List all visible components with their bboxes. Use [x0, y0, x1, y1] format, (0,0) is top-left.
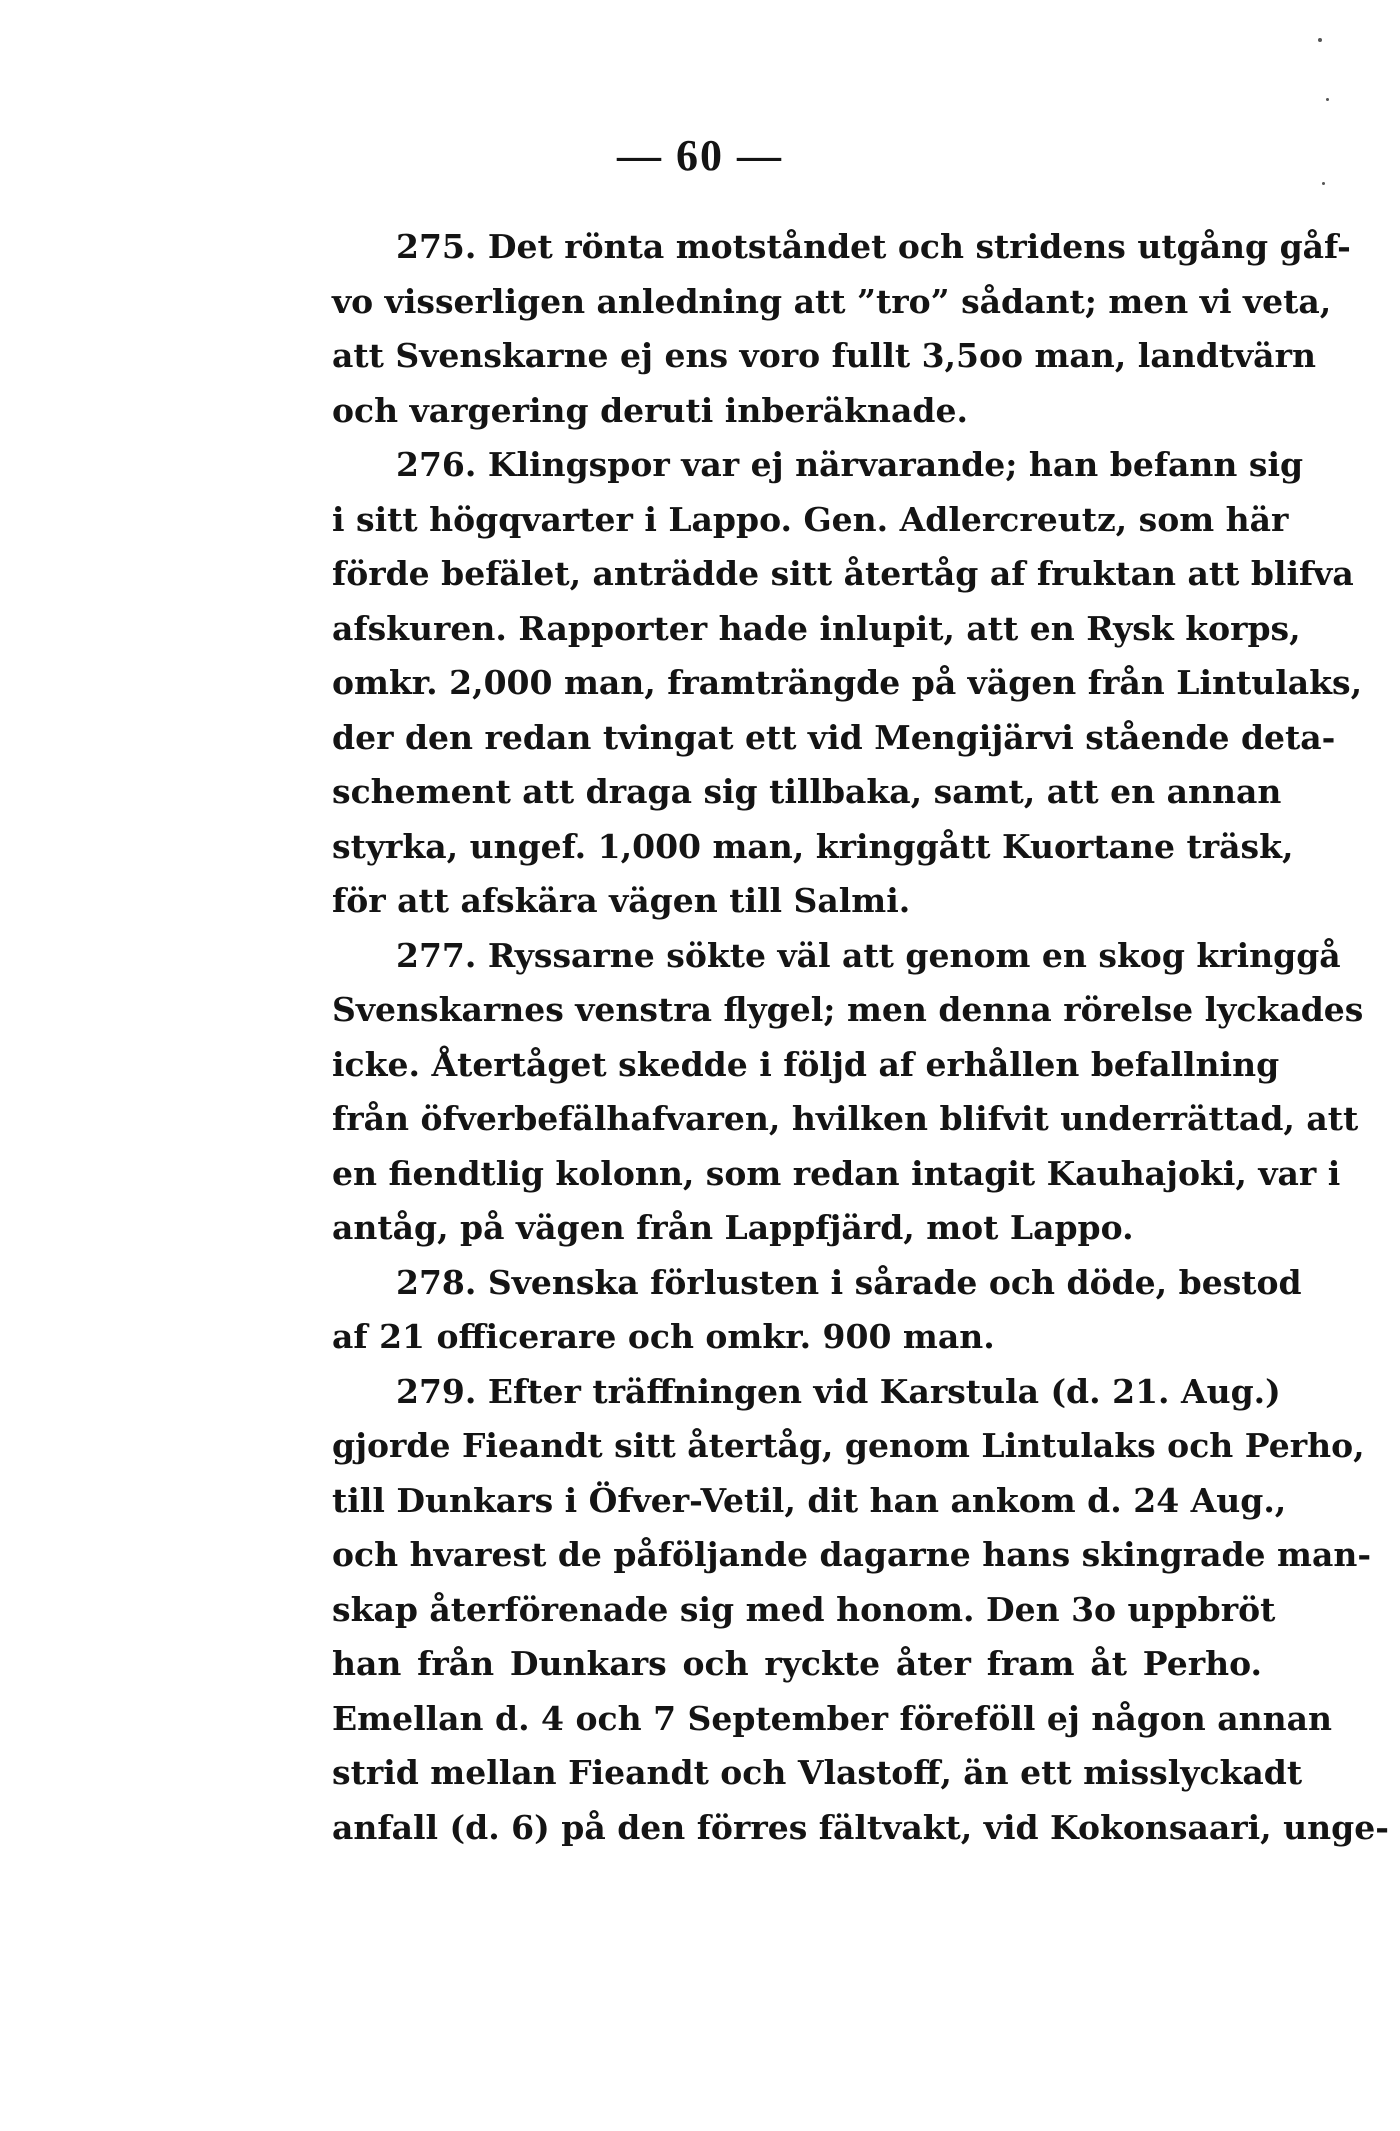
text-line: [332, 929, 1341, 984]
text-line: en fiendtlig kolonn, som redan intagit Kauhajoki, var i: [332, 1153, 1341, 1193]
text-line: skap återförenade sig med honom. Den 3o uppbröt: [332, 1589, 1276, 1629]
text-block: [332, 220, 1389, 1855]
paragraph-number: 278.: [396, 1262, 477, 1302]
line-text: Klingspor var ej närvarande; han befann sig: [476, 445, 1304, 484]
text-line: i sitt högqvarter i Lappo. Gen. Adlercreutz, som här: [332, 499, 1289, 539]
text-line: [332, 220, 1351, 275]
line-text: Ryssarne sökte väl att genom en skog kringgå: [476, 935, 1341, 975]
text-line: styrka, ungef. 1,000 man, kringgått Kuortane träsk,: [332, 826, 1294, 866]
line-text: Det rönta motståndet och stridens utgång gåf-: [476, 227, 1351, 266]
text-line: [332, 438, 1304, 493]
text-line: förde befälet, anträdde sitt återtåg af fruktan att blifva: [332, 554, 1354, 593]
text-line: anfall (d. 6) på den förres fältvakt, vid Kokonsaari, unge-: [332, 1807, 1389, 1847]
text-line: [332, 1365, 1281, 1420]
text-line: gjorde Fieandt sitt återtåg, genom Lintulaks och Perho,: [332, 1426, 1365, 1465]
text-line: Svenskarnes venstra flygel; men denna rörelse lyckades: [332, 990, 1364, 1029]
text-line: strid mellan Fieandt och Vlastoff, än ett misslyckadt: [332, 1753, 1303, 1792]
text-line: för att afskära vägen till Salmi.: [332, 881, 911, 920]
text-line: antåg, på vägen från Lappfjärd, mot Lappo.: [332, 1208, 1134, 1247]
text-line: schement att draga sig tillbaka, samt, att en annan: [332, 772, 1282, 811]
text-line: från öfverbefälhafvaren, hvilken blifvit underrättad, att: [332, 1099, 1359, 1138]
line-text: Efter träffningen vid Karstula (d. 21. Aug.): [476, 1371, 1281, 1411]
paragraph-number: 277.: [396, 935, 477, 975]
text-line: afskuren. Rapporter hade inlupit, att en Rysk korps,: [332, 608, 1301, 648]
text-line: han från Dunkars och ryckte åter fram åt Perho.: [332, 1644, 1262, 1683]
line-text: Svenska förlusten i sårade och döde, bestod: [476, 1262, 1302, 1302]
text-line: till Dunkars i Öfver-Vetil, dit han ankom d. 24 Aug.,: [332, 1480, 1287, 1520]
text-line: och hvarest de påföljande dagarne hans skingrade man-: [332, 1535, 1372, 1574]
text-line: att Svenskarne ej ens voro fullt 3,5oo man, landtvärn: [332, 336, 1316, 375]
scan-speck: [1318, 38, 1322, 42]
scan-speck: [1322, 182, 1325, 185]
paragraph-number: 276.: [396, 445, 477, 484]
text-line: der den redan tvingat ett vid Mengijärvi stående deta-: [332, 717, 1336, 757]
text-line: [332, 1256, 1302, 1311]
text-line: omkr. 2,000 man, framträngde på vägen från Lintulaks,: [332, 663, 1363, 702]
text-line: icke. Återtåget skedde i följd af erhållen befallning: [332, 1044, 1280, 1084]
text-line: af 21 officerare och omkr. 900 man.: [332, 1317, 995, 1356]
paragraph-number: 275.: [396, 227, 477, 266]
scan-speck: [1326, 98, 1329, 101]
paragraph-number: 279.: [396, 1371, 477, 1411]
text-line: Emellan d. 4 och 7 September föreföll ej någon annan: [332, 1698, 1333, 1738]
text-line: vo visserligen anledning att ”tro” sådant; men vi veta,: [332, 281, 1332, 321]
text-line: och vargering deruti inberäknade.: [332, 390, 968, 430]
page-number: — 60 —: [617, 131, 783, 180]
